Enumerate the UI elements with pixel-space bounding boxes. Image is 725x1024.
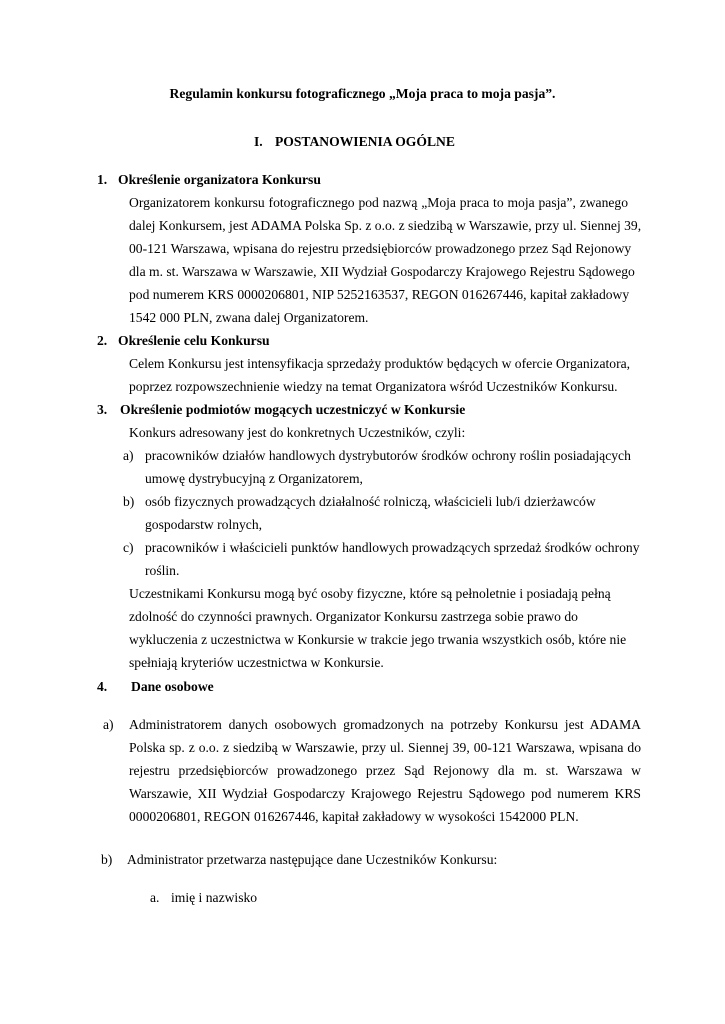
item-4-heading: Dane osobowe: [131, 679, 214, 694]
item-3-intro: Konkurs adresowany jest do konkretnych Uczestników, czyli:: [129, 425, 466, 440]
section-title: POSTANOWIENIA OGÓLNE: [275, 134, 455, 149]
item-1-line: dla m. st. Warszawa w Warszawie, XII Wydział Gospodarczy Krajowego Rejestru Sądowego: [129, 264, 635, 279]
item-1-line: Organizatorem konkursu fotograficznego pod nazwą „Moja praca to moja pasja”, zwanego: [129, 195, 628, 210]
item-4a-line: rejestru przedsiębiorców prowadzonego przez Sąd Rejonowy dla m. st. Warszawa w: [129, 763, 641, 778]
section-number: I.: [254, 134, 263, 149]
item-3-outro: wykluczenia z uczestnictwa w Konkursie w trakcie jego trwania wszystkich osób, które nie: [129, 632, 627, 647]
list-marker: b): [101, 852, 113, 867]
sublist-marker: a.: [150, 890, 160, 905]
item-3-outro: Uczestnikami Konkursu mogą być osoby fizyczne, które są pełnoletnie i posiadają pełną: [129, 586, 611, 601]
item-4b-text: Administrator przetwarza następujące dane Uczestników Konkursu:: [127, 852, 498, 867]
item-1-line: 00-121 Warszawa, wpisana do rejestru przedsiębiorców prowadzonego przez Sąd Rejonowy: [129, 241, 632, 256]
item-4a-line: Administratorem danych osobowych gromadzonych na potrzeby Konkursu jest ADAMA: [129, 717, 641, 732]
document-title: Regulamin konkursu fotograficznego „Moja praca to moja pasja”.: [169, 86, 556, 101]
item-4-number: 4.: [97, 679, 108, 694]
item-1-heading: Określenie organizatora Konkursu: [118, 172, 321, 187]
item-3-heading: Określenie podmiotów mogących uczestniczyć w Konkursie: [120, 402, 466, 417]
list-marker: c): [123, 540, 134, 555]
item-2-line: poprzez rozpowszechnienie wiedzy na temat Organizatora wśród Uczestników Konkursu.: [129, 379, 618, 394]
item-1-number: 1.: [97, 172, 108, 187]
sublist-item-text: imię i nazwisko: [171, 890, 258, 905]
item-1-line: dalej Konkursem, jest ADAMA Polska Sp. z o.o. z siedzibą w Warszawie, przy ul. Siennej 39,: [129, 218, 642, 233]
list-item-text: pracowników działów handlowych dystrybutorów środków ochrony roślin posiadających: [145, 448, 631, 463]
item-4a-line: Warszawie, XII Wydział Gospodarczy Krajowego Rejestru Sądowego pod numerem KRS: [129, 786, 641, 801]
item-4a-line: Polska sp. z o.o. z siedzibą w Warszawie, przy ul. Siennej 39, 00-121 Warszawa, wpisana do: [129, 740, 641, 755]
item-3-outro: zdolność do czynności prawnych. Organizator Konkursu zastrzega sobie prawo do: [129, 609, 578, 624]
item-1-line: 1542 000 PLN, zwana dalej Organizatorem.: [129, 310, 369, 325]
list-item-text: osób fizycznych prowadzących działalność rolniczą, właścicieli lub/i dzierżawców: [145, 494, 596, 509]
list-marker: b): [123, 494, 135, 509]
list-marker: a): [123, 448, 134, 463]
list-item-text: pracowników i właścicieli punktów handlowych prowadzących sprzedaż środków ochrony: [145, 540, 640, 555]
item-2-line: Celem Konkursu jest intensyfikacja sprzedaży produktów będących w ofercie Organizatora,: [129, 356, 631, 371]
list-item-text: gospodarstw rolnych,: [145, 517, 263, 532]
list-item-text: umowę dystrybucyjną z Organizatorem,: [145, 471, 363, 486]
item-2-number: 2.: [97, 333, 108, 348]
item-4a-line: 0000206801, REGON 016267446, kapitał zakładowy w wysokości 1542000 PLN.: [129, 809, 579, 824]
list-item-text: roślin.: [145, 563, 180, 578]
item-2-heading: Określenie celu Konkursu: [118, 333, 270, 348]
item-3-number: 3.: [97, 402, 108, 417]
item-1-line: pod numerem KRS 0000206801, NIP 5252163537, REGON 016267446, kapitał zakładowy: [129, 287, 630, 302]
item-3-outro: spełniają kryteriów uczestnictwa w Konkursie.: [129, 655, 384, 670]
list-marker: a): [103, 717, 114, 732]
